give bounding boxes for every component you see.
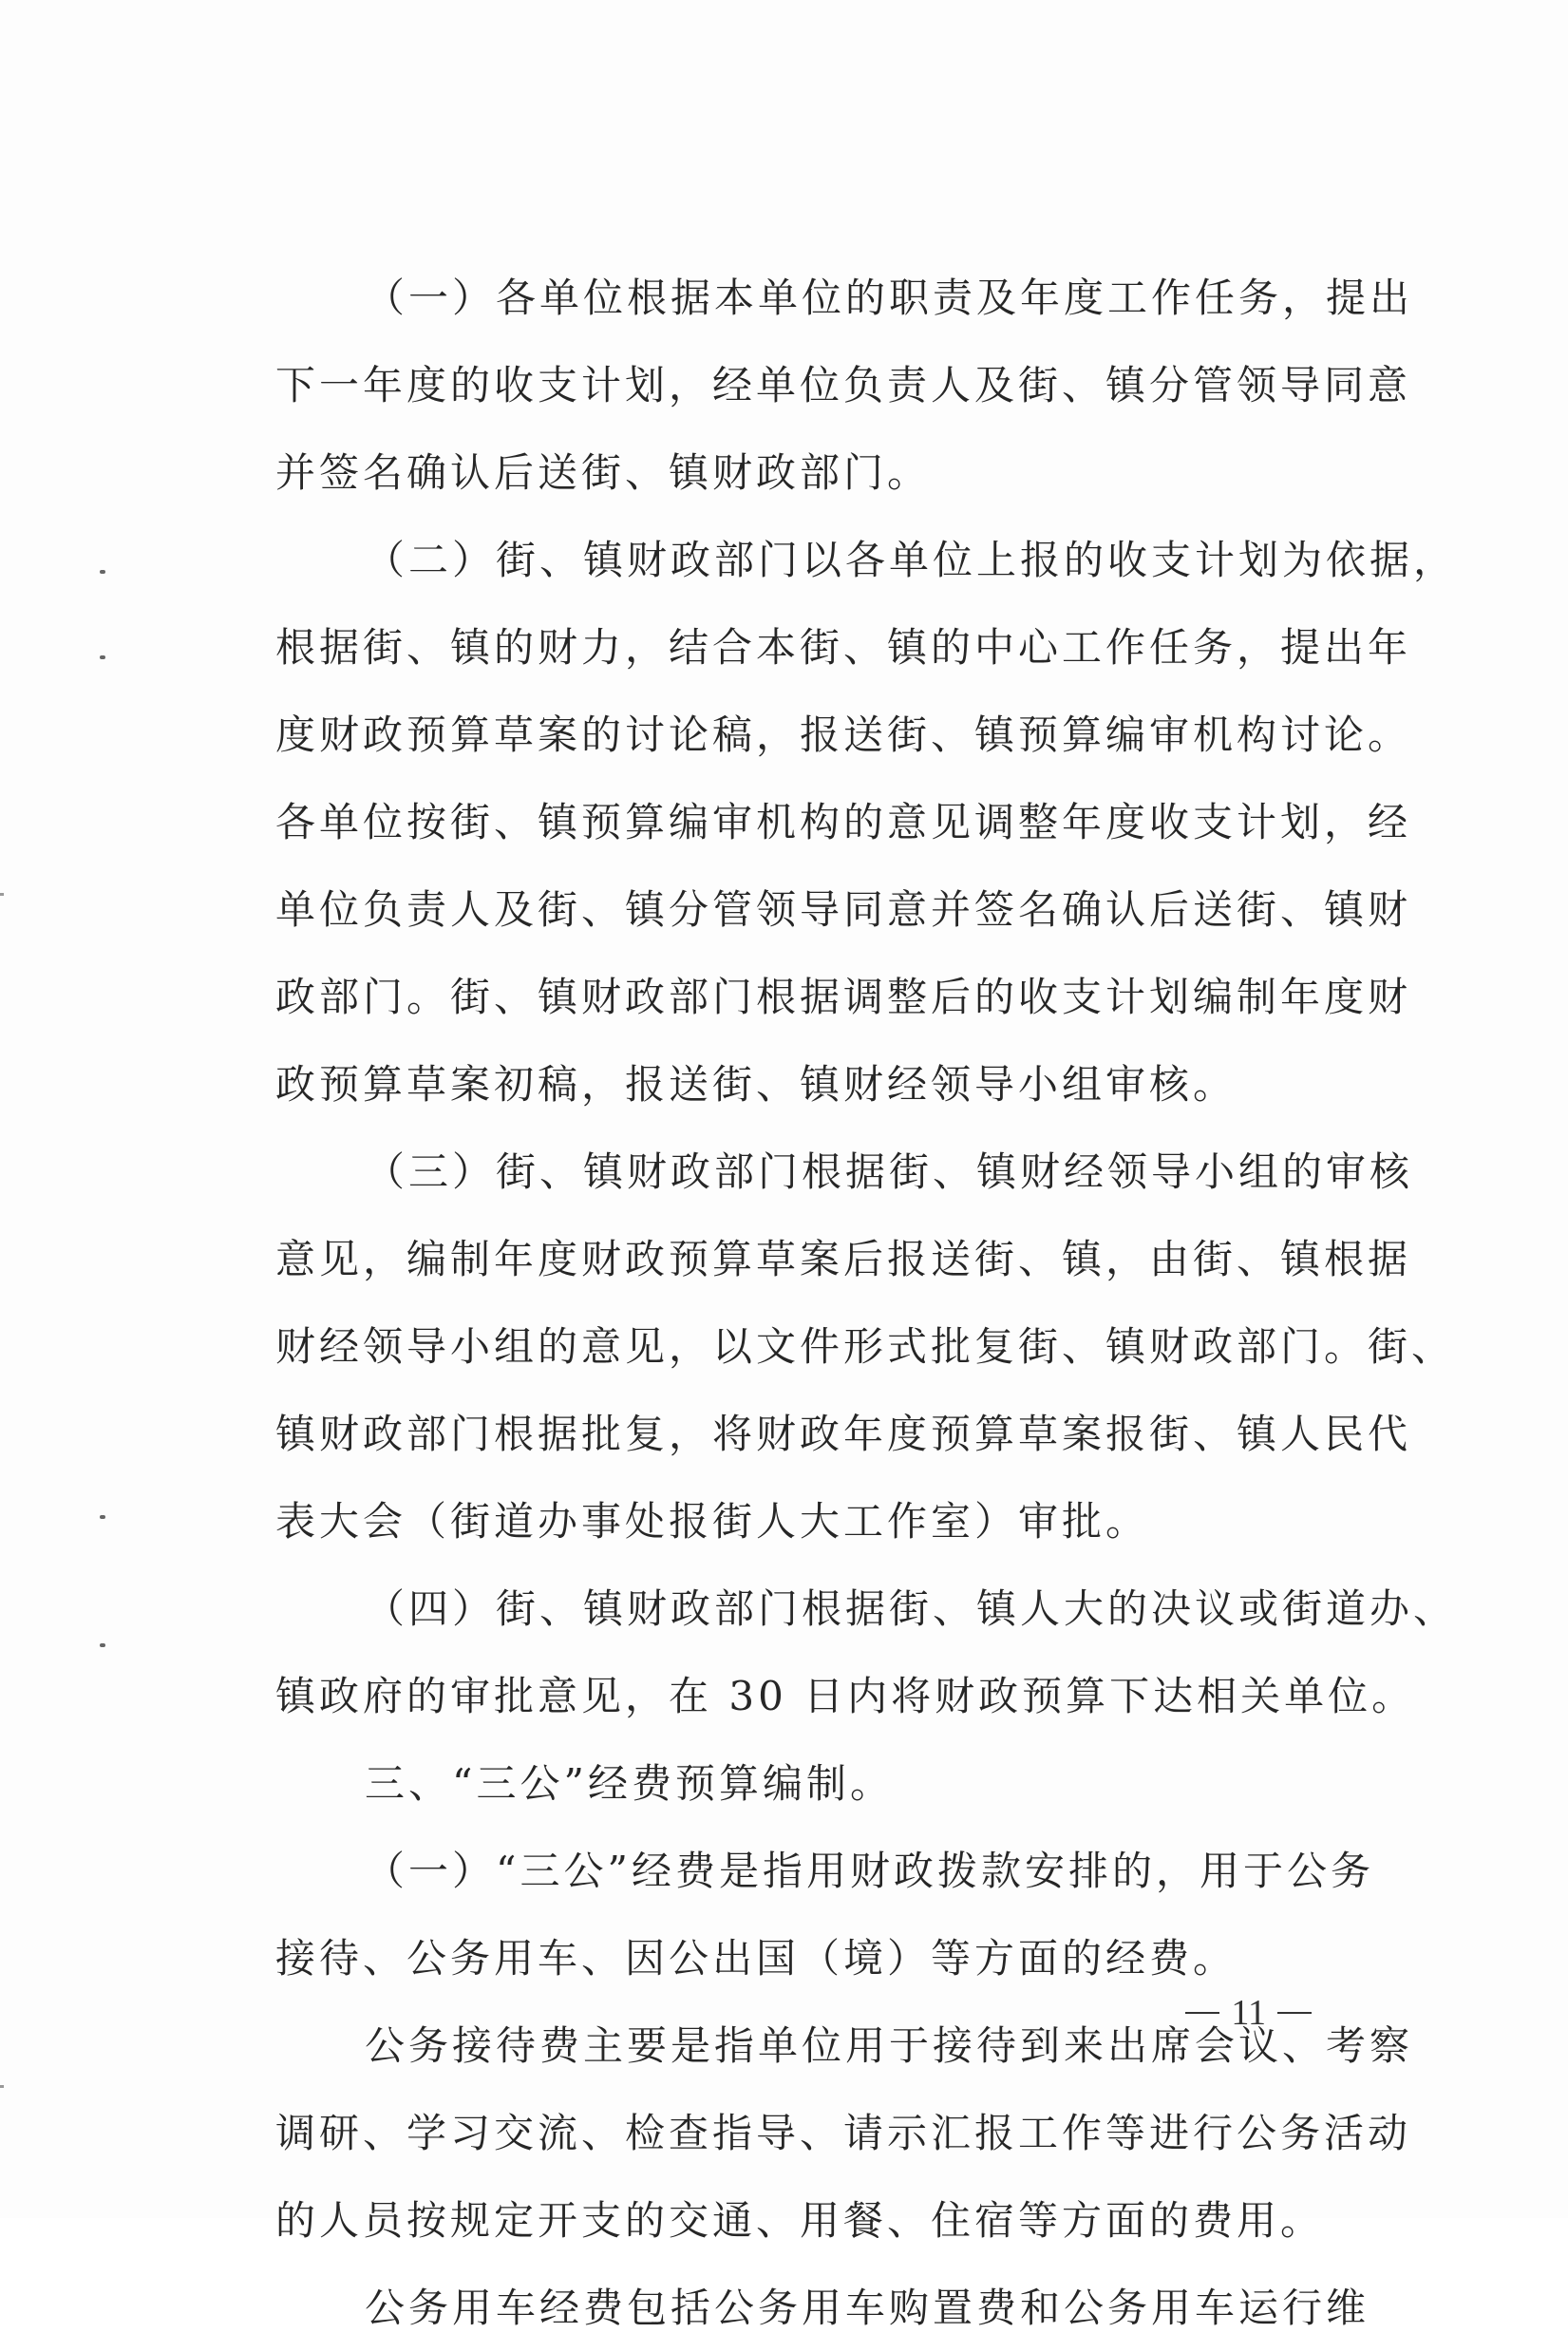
body-text — [275, 255, 1458, 2352]
paragraph-line: 并签名确认后送街、镇财政部门。 — [275, 449, 932, 496]
page-number — [1185, 1992, 1312, 2034]
paragraph-first-line: （二）街、镇财政部门以各单位上报的收支计划为依据， — [365, 537, 1458, 583]
paragraph-first-line: （四）街、镇财政部门根据街、镇人大的决议或街道办、 — [365, 1585, 1458, 1632]
page-number-dash-left — [1185, 2012, 1219, 2014]
paragraph-first-line: （一）“三公”经费是指用财政拨款安排的，用于公务 — [365, 1848, 1374, 1894]
paragraph-line: 接待、公务用车、因公出国（境）等方面的经费。 — [275, 1935, 1237, 1982]
page-number-dash-right — [1277, 2012, 1312, 2014]
margin-mark — [100, 570, 105, 574]
paragraph-first-line: 公务用车经费包括公务用车购置费和公务用车运行维 — [365, 2285, 1370, 2331]
paragraph-line: 根据街、镇的财力，结合本街、镇的中心工作任务，提出年 — [275, 624, 1412, 671]
paragraph-line: 各单位按街、镇预算编审机构的意见调整年度收支计划，经 — [275, 799, 1412, 845]
margin-mark — [100, 1515, 105, 1519]
margin-mark — [100, 1643, 105, 1647]
paragraph-line: 单位负责人及街、镇分管领导同意并签名确认后送街、镇财 — [275, 886, 1412, 933]
paragraph-line: 镇政府的审批意见，在 30 日内将财政预算下达相关单位。 — [275, 1673, 1416, 1719]
paragraph-line: 度财政预算草案的讨论稿，报送街、镇预算编审机构讨论。 — [275, 711, 1412, 758]
paragraph-line: 的人员按规定开支的交通、用餐、住宿等方面的费用。 — [275, 2197, 1325, 2244]
paragraph-line: 意见，编制年度财政预算草案后报送街、镇，由街、镇根据 — [275, 1236, 1412, 1282]
paragraph-first-line: （一）各单位根据本单位的职责及年度工作任务，提出 — [365, 275, 1414, 321]
paragraph-line: 政预算草案初稿，报送街、镇财经领导小组审核。 — [275, 1061, 1237, 1108]
paragraph-line: 财经领导小组的意见，以文件形式批复街、镇财政部门。街、 — [275, 1323, 1456, 1370]
paragraph-line: 下一年度的收支计划，经单位负责人及街、镇分管领导同意 — [275, 362, 1412, 408]
scan-edge-mark — [0, 2085, 4, 2088]
margin-mark — [100, 655, 105, 659]
page-number-value: 11 — [1231, 1993, 1266, 2033]
paragraph-line: 调研、学习交流、检查指导、请示汇报工作等进行公务活动 — [275, 2110, 1412, 2156]
scan-edge-mark — [0, 893, 4, 896]
paragraph-first-line: 三、“三公”经费预算编制。 — [365, 1760, 894, 1807]
paragraph-line: 政部门。街、镇财政部门根据调整后的收支计划编制年度财 — [275, 974, 1412, 1020]
paragraph-line: 表大会（街道办事处报街人大工作室）审批。 — [275, 1498, 1150, 1545]
paragraph-line: 镇财政部门根据批复，将财政年度预算草案报街、镇人民代 — [275, 1411, 1412, 1457]
paragraph-first-line: （三）街、镇财政部门根据街、镇财经领导小组的审核 — [365, 1148, 1414, 1195]
paragraph-first-line: 公务接待费主要是指单位用于接待到来出席会议、考察 — [365, 2022, 1414, 2069]
